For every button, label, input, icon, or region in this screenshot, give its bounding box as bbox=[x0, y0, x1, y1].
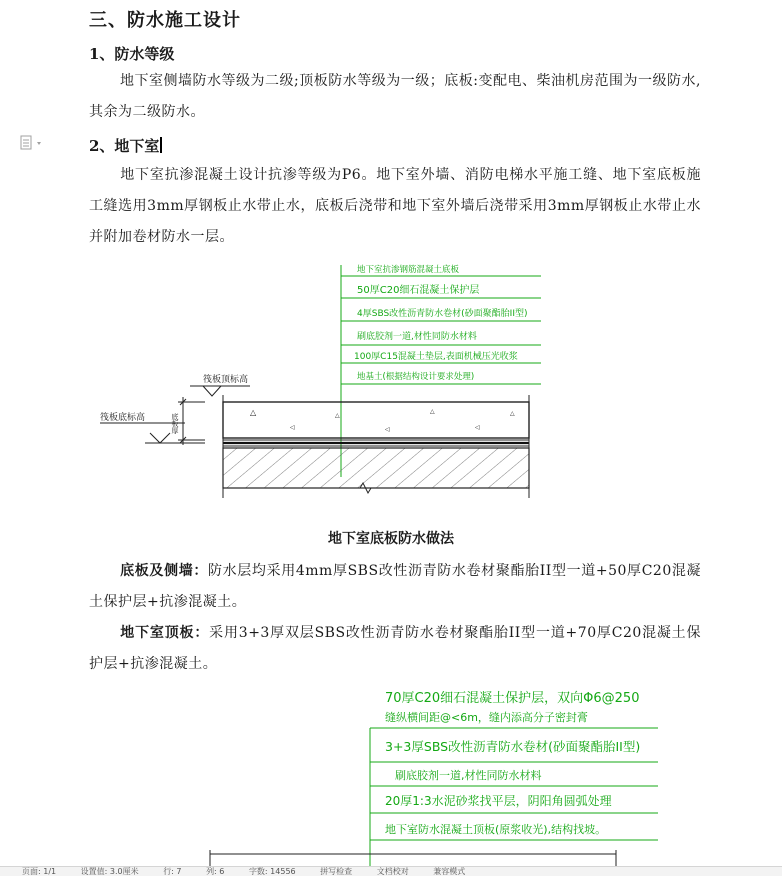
fig1-layer-5: 100厚C15混凝土垫层,表面机械压光收浆 bbox=[354, 352, 518, 362]
status-compat-mode: 兼容模式 bbox=[433, 867, 466, 876]
fig1-layer-1: 地下室抗渗钢筋混凝土底板 bbox=[357, 265, 460, 275]
paragraph-roof-slab-label: 地下室顶板： bbox=[120, 625, 210, 641]
fig2-layer-4: 刷底胶剂一道,材性同防水材料 bbox=[395, 769, 542, 782]
paragraph-basement bbox=[89, 160, 701, 253]
label-slab-bottom-elevation: 筏板底标高 bbox=[100, 413, 146, 423]
cushion-layer bbox=[223, 448, 529, 488]
status-proofread[interactable]: 文档校对 bbox=[376, 867, 409, 876]
svg-text:△: △ bbox=[335, 412, 340, 419]
paragraph-waterproof-grade-text: 地下室侧墙防水等级为二级;顶板防水等级为一级；底板:变配电、柴油机房范围为一级防水,其余为二级防水。 bbox=[89, 73, 701, 120]
fig1-layer-4: 刷底胶剂一道,材性同防水材料 bbox=[357, 332, 477, 342]
status-word-count[interactable]: 字数: 14556 bbox=[248, 867, 296, 876]
status-column: 列: 6 bbox=[206, 867, 225, 876]
label-slab-top-elevation: 筏板顶标高 bbox=[203, 375, 249, 385]
paragraph-floor-walls bbox=[89, 556, 701, 618]
status-page[interactable]: 页面: 1/1 bbox=[22, 867, 57, 876]
paragraph-floor-walls-text: 防水层均采用4mm厚SBS改性沥青防水卷材聚酯胎II型一道+50厚C20混凝土保护层+抗渗混凝土。 bbox=[89, 563, 702, 610]
fig2-layer-5: 20厚1:3水泥砂浆找平层，阴阳角圆弧处理 bbox=[385, 794, 612, 808]
heading-basement bbox=[89, 135, 162, 156]
text-cursor bbox=[160, 137, 162, 153]
svg-text:△: △ bbox=[510, 410, 515, 417]
fig1-layer-3: 4厚SBS改性沥青防水卷材(砂面聚酯胎II型) bbox=[357, 309, 528, 319]
svg-text:◁: ◁ bbox=[475, 424, 480, 431]
svg-text:△: △ bbox=[250, 408, 257, 417]
fig2-layer-1: 70厚C20细石混凝土保护层，双向Φ6@250 bbox=[385, 691, 640, 706]
fig2-layer-3: 3+3厚SBS改性沥青防水卷材(砂面聚酯胎II型) bbox=[385, 739, 641, 754]
section-title: 三、防水施工设计 bbox=[89, 10, 241, 31]
status-spell-check[interactable]: 拼写检查 bbox=[320, 867, 353, 876]
paragraph-floor-walls-label: 底板及侧墙： bbox=[120, 563, 208, 579]
fig1-layer-6: 地基土(根据结构设计要求处理) bbox=[357, 372, 475, 382]
roof-slab-detail-drawing bbox=[0, 680, 782, 866]
label-slab-thickness: 底板厚 bbox=[171, 413, 179, 434]
fig1-layer-2: 50厚C20细石混凝土保护层 bbox=[357, 285, 480, 296]
paragraph-roof-slab-text: 采用3+3厚双层SBS改性沥青防水卷材聚酯胎II型一道+70厚C20混凝土保护层+抗渗混凝土。 bbox=[89, 625, 701, 672]
floor-slab-detail-drawing bbox=[0, 255, 782, 515]
paragraph-waterproof-grade bbox=[89, 66, 701, 128]
status-setting: 设置值: 3.0厘米 bbox=[80, 867, 139, 876]
heading-basement-text: 2、地下室 bbox=[89, 137, 160, 155]
paragraph-menu-icon[interactable] bbox=[18, 135, 48, 151]
concrete-slab bbox=[223, 402, 529, 438]
svg-text:◁: ◁ bbox=[385, 426, 390, 433]
paragraph-basement-text: 地下室抗渗混凝土设计抗渗等级为P6。地下室外墙、消防电梯水平施工缝、地下室底板施工缝选用3mm厚钢板止水带止水，底板后浇带和地下室外墙后浇带采用3mm厚钢板止水带止水并附加卷材防水一层。 bbox=[89, 167, 701, 245]
paragraph-roof-slab bbox=[89, 618, 701, 680]
fig2-layer-6: 地下室防水混凝土顶板(原浆收光),结构找坡。 bbox=[385, 823, 607, 836]
svg-text:◁: ◁ bbox=[290, 424, 295, 431]
fig2-layer-2: 缝纵横间距@<6m，缝内添高分子密封膏 bbox=[385, 711, 588, 724]
status-line: 行: 7 bbox=[163, 867, 182, 876]
heading-waterproof-grade: 1、防水等级 bbox=[89, 45, 175, 63]
figure-caption-floor: 地下室底板防水做法 bbox=[328, 531, 454, 547]
svg-text:△: △ bbox=[430, 408, 435, 415]
